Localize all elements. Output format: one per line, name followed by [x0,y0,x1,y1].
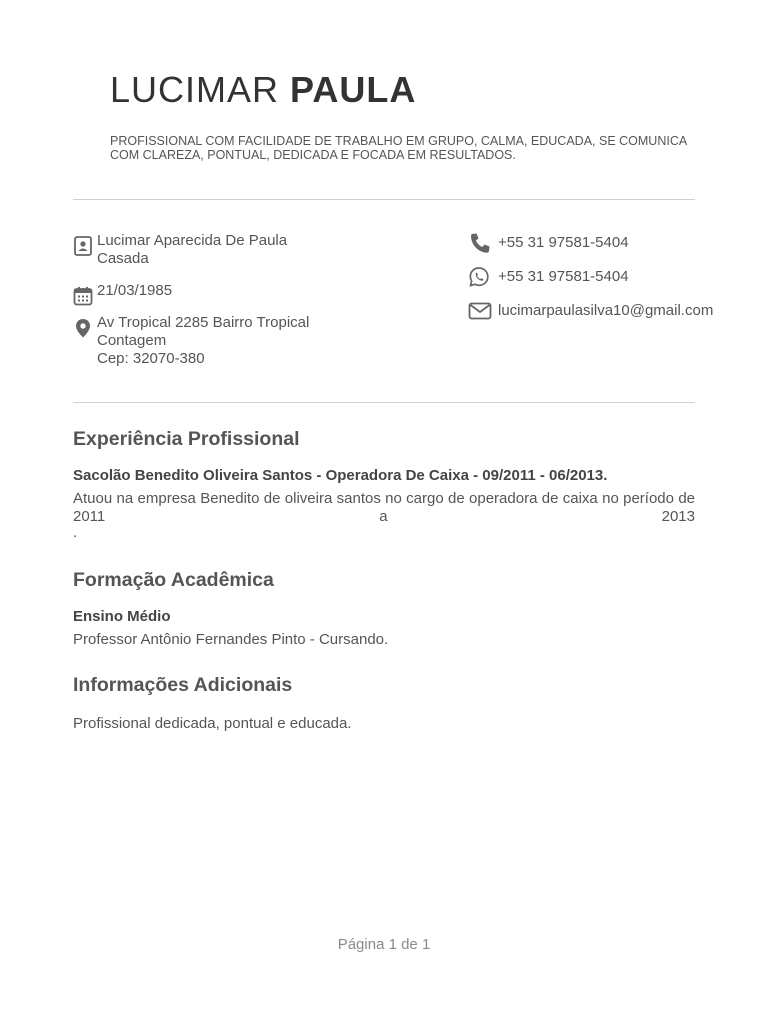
last-name: PAULA [290,69,417,110]
name-item [73,232,287,268]
envelope-icon [468,300,492,322]
experience-section [73,428,695,540]
phone-item [468,234,629,254]
education-section [73,569,695,648]
education-heading: Formação Acadêmica [73,569,274,591]
experience-entry-title: Sacolão Benedito Oliveira Santos - Operadora De Caixa - 09/2011 - 06/2013. [73,467,608,484]
email-item [468,302,713,322]
additional-info-heading: Informações Adicionais [73,674,293,696]
address-item [73,314,309,368]
resume-header [110,68,700,162]
whatsapp-number[interactable]: +55 31 97581-5404 [498,268,629,285]
map-pin-icon [73,318,93,338]
whatsapp-item [468,268,629,288]
phone-number[interactable]: +55 31 97581-5404 [498,234,629,251]
calendar-icon [73,286,93,306]
address-cep: Cep: 32070-380 [97,350,205,367]
additional-info-section [73,674,695,732]
full-name: Lucimar Aparecida De Paula [97,232,288,249]
divider-top [73,199,695,200]
education-school: Professor Antônio Fernandes Pinto - Cursando. [73,631,389,648]
whatsapp-icon [468,266,492,288]
additional-info-text: Profissional dedicada, pontual e educada. [73,715,352,732]
birth-date-item [73,282,172,306]
divider-middle [73,402,695,403]
page-number: Página 1 de 1 [337,936,431,953]
email-address[interactable]: lucimarpaulasilva10@gmail.com [498,302,714,319]
experience-entry-end: . [73,524,78,541]
id-card-icon [73,236,93,256]
address-city: Contagem [97,332,167,349]
candidate-name [110,68,700,112]
profile-summary: PROFISSIONAL COM FACILIDADE DE TRABALHO EM GRUPO, CALMA, EDUCADA, SE COMUNICA COM CLAREZA, PONTUAL, DEDICADA E FOCADA EM RESULTADOS. [110,134,687,162]
experience-entry-text: Atuou na empresa Benedito de oliveira santos no cargo de operadora de caixa no período de 2011 a 2013 [73,490,695,525]
address-line1: Av Tropical 2285 Bairro Tropical [97,314,310,331]
education-level: Ensino Médio [73,608,171,625]
experience-heading: Experiência Profissional [73,428,300,450]
first-name: LUCIMAR [110,69,280,110]
birth-date: 21/03/1985 [97,282,173,299]
marital-status: Casada [97,250,149,267]
phone-icon [468,232,492,254]
